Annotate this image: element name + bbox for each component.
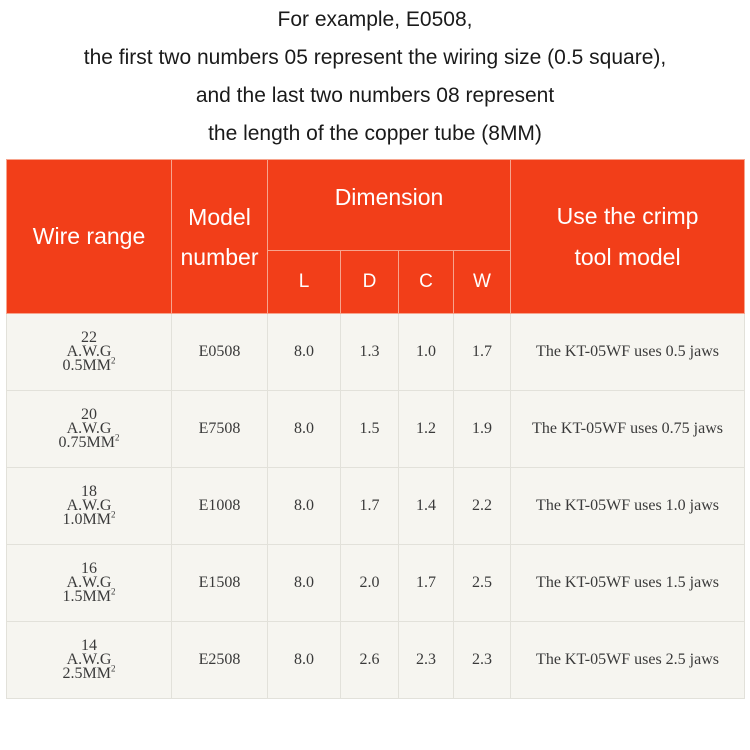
table-row (7, 468, 745, 545)
awg-number: 14 (81, 637, 97, 654)
intro-line-4: the length of the copper tube (8MM) (208, 122, 542, 145)
dim-l-cell: 8.0 (268, 622, 341, 699)
wire-size-value: 0.5MM (62, 357, 111, 374)
header-model-line1: Model (188, 203, 251, 230)
header-tool-line2: tool model (574, 243, 681, 270)
dim-d-cell: 2.6 (341, 622, 399, 699)
header-dim-w: W (454, 251, 511, 314)
model-number-cell: E7508 (172, 391, 268, 468)
header-tool-line1: Use the crimp (556, 202, 699, 229)
wire-range-cell (7, 468, 172, 545)
intro-line-1: For example, E0508, (277, 8, 473, 31)
header-row (7, 160, 745, 251)
awg-number: 20 (81, 406, 97, 423)
dim-c-cell: 2.3 (399, 622, 454, 699)
intro-line-3: and the last two numbers 08 represent (195, 84, 555, 107)
header-wire-range: Wire range (7, 160, 172, 314)
dim-c-cell: 1.7 (399, 545, 454, 622)
header-model-number (172, 160, 268, 314)
dim-l-cell: 8.0 (268, 468, 341, 545)
intro-text (0, 0, 750, 153)
awg-label: A.W.G (66, 497, 112, 514)
table-row (7, 314, 745, 391)
dim-l-cell: 8.0 (268, 314, 341, 391)
wire-range-cell (7, 314, 172, 391)
dim-c-cell: 1.4 (399, 468, 454, 545)
crimp-tool-cell: The KT-05WF uses 1.5 jaws (511, 545, 745, 622)
crimp-tool-cell: The KT-05WF uses 0.5 jaws (511, 314, 745, 391)
dim-d-cell: 2.0 (341, 545, 399, 622)
wire-size-value: 0.75MM (58, 434, 115, 451)
dim-d-cell: 1.7 (341, 468, 399, 545)
dim-w-cell: 2.2 (454, 468, 511, 545)
wire-size-value: 2.5MM (62, 665, 111, 682)
crimp-tool-cell: The KT-05WF uses 0.75 jaws (511, 391, 745, 468)
wire-size-sup: 2 (110, 509, 116, 520)
dim-w-cell: 2.5 (454, 545, 511, 622)
wire-size (7, 663, 171, 682)
model-number-cell: E0508 (172, 314, 268, 391)
wire-range-cell (7, 622, 172, 699)
wire-range-cell (7, 391, 172, 468)
awg-number: 22 (81, 329, 97, 346)
awg-label: A.W.G (66, 343, 112, 360)
wire-size-value: 1.0MM (62, 511, 111, 528)
dim-d-cell: 1.3 (341, 314, 399, 391)
table-row (7, 622, 745, 699)
dim-w-cell: 1.7 (454, 314, 511, 391)
awg-label: A.W.G (66, 420, 112, 437)
header-dim-l: L (268, 251, 341, 314)
crimp-tool-cell: The KT-05WF uses 1.0 jaws (511, 468, 745, 545)
dim-w-cell: 1.9 (454, 391, 511, 468)
spec-table (6, 159, 745, 699)
model-number-cell: E1508 (172, 545, 268, 622)
awg-number: 16 (81, 560, 97, 577)
dim-l-cell: 8.0 (268, 391, 341, 468)
crimp-tool-cell: The KT-05WF uses 2.5 jaws (511, 622, 745, 699)
table-row (7, 391, 745, 468)
model-number-cell: E2508 (172, 622, 268, 699)
header-model-line2: number (180, 243, 259, 270)
header-dim-d: D (341, 251, 399, 314)
wire-size-value: 1.5MM (62, 588, 111, 605)
dim-c-cell: 1.0 (399, 314, 454, 391)
wire-size-sup: 2 (114, 432, 120, 443)
header-dim-c: C (399, 251, 454, 314)
awg-label: A.W.G (66, 574, 112, 591)
wire-size (7, 432, 171, 451)
header-crimp-tool-model (511, 160, 745, 314)
intro-line-2: the first two numbers 05 represent the wiring size (0.5 square), (83, 46, 667, 69)
wire-size (7, 586, 171, 605)
wire-size-sup: 2 (110, 663, 116, 674)
table-row (7, 545, 745, 622)
dim-c-cell: 1.2 (399, 391, 454, 468)
wire-size (7, 509, 171, 528)
wire-range-cell (7, 545, 172, 622)
wire-size (7, 355, 171, 374)
dim-d-cell: 1.5 (341, 391, 399, 468)
awg-number: 18 (81, 483, 97, 500)
awg-label: A.W.G (66, 651, 112, 668)
header-dimension: Dimension (268, 160, 511, 251)
wire-size-sup: 2 (110, 586, 116, 597)
wire-size-sup: 2 (110, 355, 116, 366)
dim-l-cell: 8.0 (268, 545, 341, 622)
dim-w-cell: 2.3 (454, 622, 511, 699)
model-number-cell: E1008 (172, 468, 268, 545)
